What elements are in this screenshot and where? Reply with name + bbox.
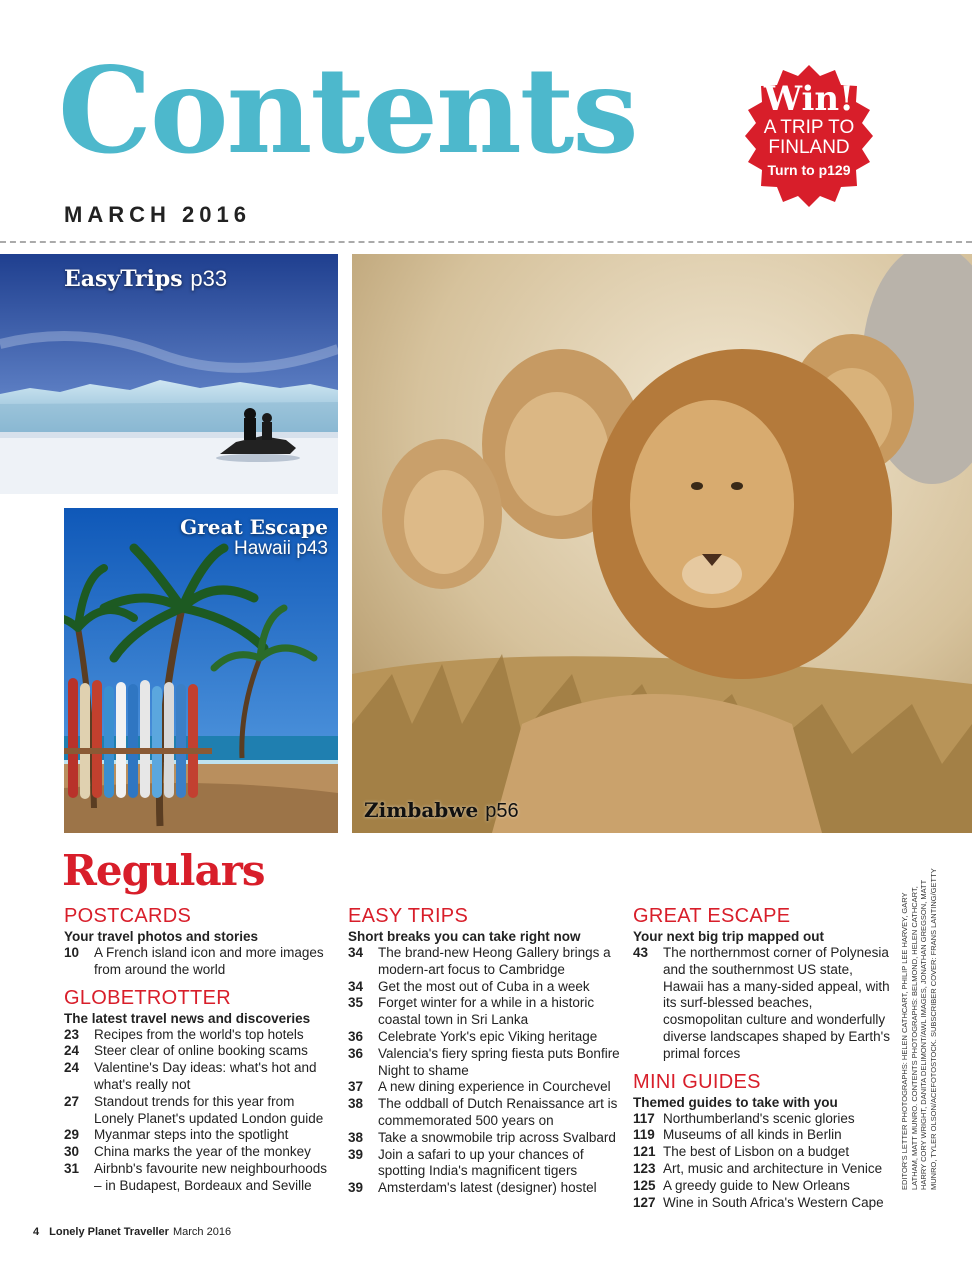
- list-item[interactable]: 27 Standout trends for this year from Lonely Planet's updated London guide: [64, 1093, 324, 1126]
- section-great-escape-title[interactable]: GREAT ESCAPE: [633, 905, 791, 927]
- list-item[interactable]: 23 Recipes from the world's top hotels: [64, 1026, 304, 1042]
- page-footer: [33, 1226, 231, 1238]
- column-3: [633, 904, 895, 1211]
- section-postcards-subtitle: Your travel photos and stories: [64, 929, 259, 944]
- page-title: Contents: [58, 41, 637, 180]
- win-headline: Win!: [763, 79, 855, 119]
- list-item[interactable]: 37 A new dining experience in Courchevel: [348, 1079, 611, 1095]
- photo-zimbabwe-label: Zimbabwe p56: [364, 798, 519, 822]
- win-line-2: FINLAND: [768, 137, 850, 158]
- list-item[interactable]: 43 The northernmost corner of Polynesia and the southernmost US state, Hawaii has a many-sided appeal, with its surf-blessed beaches, cosmopolitan culture and wonderfully diverse landscapes shaped by Earth's primal forces: [633, 945, 890, 1061]
- list-item[interactable]: 119 Museums of all kinds in Berlin: [633, 1127, 842, 1143]
- list-item[interactable]: 127 Wine in South Africa's Western Cape: [633, 1194, 884, 1210]
- list-item[interactable]: 34 Get the most out of Cuba in a week: [348, 978, 590, 994]
- list-item[interactable]: 36 Valencia's fiery spring fiesta puts Bonfire Night to shame: [348, 1045, 620, 1078]
- list-item[interactable]: 123 Art, music and architecture in Venice: [633, 1160, 883, 1176]
- photo-easytrips[interactable]: [0, 254, 338, 494]
- photo-easytrips-label: EasyTrips p33: [64, 266, 228, 292]
- header-divider: [0, 241, 972, 243]
- section-mini-guides-subtitle: Themed guides to take with you: [633, 1094, 838, 1110]
- list-item[interactable]: 121 The best of Lisbon on a budget: [633, 1144, 850, 1160]
- list-item[interactable]: 24 Valentine's Day ideas: what's hot and what's really not: [64, 1060, 317, 1092]
- section-easy-trips-subtitle: Short breaks you can take right now: [348, 929, 581, 944]
- list-item[interactable]: 34 The brand-new Heong Gallery brings a modern-art focus to Cambridge: [348, 945, 611, 977]
- win-cta: Turn to p129: [767, 162, 851, 178]
- section-globetrotter-subtitle: The latest travel news and discoveries: [64, 1010, 311, 1026]
- list-item[interactable]: 10 A French island icon and more images from around the world: [64, 945, 324, 977]
- photo-great-escape[interactable]: [64, 508, 338, 833]
- list-item[interactable]: 35 Forget winter for a while in a historic coastal town in Sri Lanka: [348, 995, 595, 1028]
- list-item[interactable]: 38 The oddball of Dutch Renaissance art is commemorated 500 years on: [348, 1096, 618, 1128]
- lions-image: [352, 254, 972, 833]
- list-item[interactable]: 39 Amsterdam's latest (designer) hostel: [348, 1180, 597, 1196]
- section-great-escape-subtitle: Your next big trip mapped out: [633, 929, 824, 944]
- surfboard-rack-icon: [64, 678, 212, 799]
- section-easy-trips-title[interactable]: EASY TRIPS: [348, 905, 469, 927]
- list-item[interactable]: 39 Join a safari to up your chances of spotting India's magnificent tigers: [348, 1146, 584, 1179]
- list-item[interactable]: 38 Take a snowmobile trip across Svalbard: [348, 1129, 616, 1145]
- column-2: [348, 904, 620, 1197]
- win-line-1: A TRIP TO: [763, 117, 855, 138]
- photo-credits: EDITOR'S LETTER PHOTOGRAPHS: HELEN CATHCART, PHILIP LEE HARVEY, GARY LATHAM, MATT MUNRO. CONTENTS PHOTOGRAPHS: BELMOND, HELEN CATHCART, HARRY CORY WRIGHT, DANITA DELIMONT/AWL IMAGES, JONATHAN GREGSON, MATT MUNRO, TYLER OLSON/ACEFOTOSTOCK. SUBSCRIBER COVER: FRANS LANTING/GETTY: [900, 868, 938, 1190]
- list-item[interactable]: 30 China marks the year of the monkey: [64, 1144, 311, 1160]
- list-item[interactable]: 36 Celebrate York's epic Viking heritage: [348, 1028, 598, 1044]
- column-1: [64, 904, 336, 1195]
- list-item[interactable]: 31 Airbnb's favourite new neighbourhoods – in Budapest, Bordeaux and Seville: [64, 1160, 327, 1193]
- win-badge[interactable]: [736, 80, 882, 180]
- section-postcards-title[interactable]: POSTCARDS: [64, 905, 192, 927]
- list-item[interactable]: 125 A greedy guide to New Orleans: [633, 1177, 850, 1193]
- issue-date: MARCH 2016: [64, 202, 251, 227]
- list-item[interactable]: 29 Myanmar steps into the spotlight: [64, 1127, 289, 1143]
- section-mini-guides-title[interactable]: MINI GUIDES: [633, 1070, 761, 1093]
- regulars-heading: Regulars: [62, 846, 265, 895]
- photo-great-escape-label: Great Escape Hawaii p43: [180, 515, 328, 559]
- magazine-name: Lonely Planet Traveller: [49, 1226, 169, 1238]
- list-item[interactable]: 24 Steer clear of online booking scams: [64, 1043, 308, 1059]
- page-number: 4: [33, 1226, 40, 1238]
- footer-date: March 2016: [172, 1226, 232, 1238]
- photo-zimbabwe[interactable]: [352, 254, 972, 833]
- section-globetrotter-title[interactable]: GLOBETROTTER: [64, 986, 231, 1009]
- list-item[interactable]: 117 Northumberland's scenic glories: [633, 1110, 855, 1126]
